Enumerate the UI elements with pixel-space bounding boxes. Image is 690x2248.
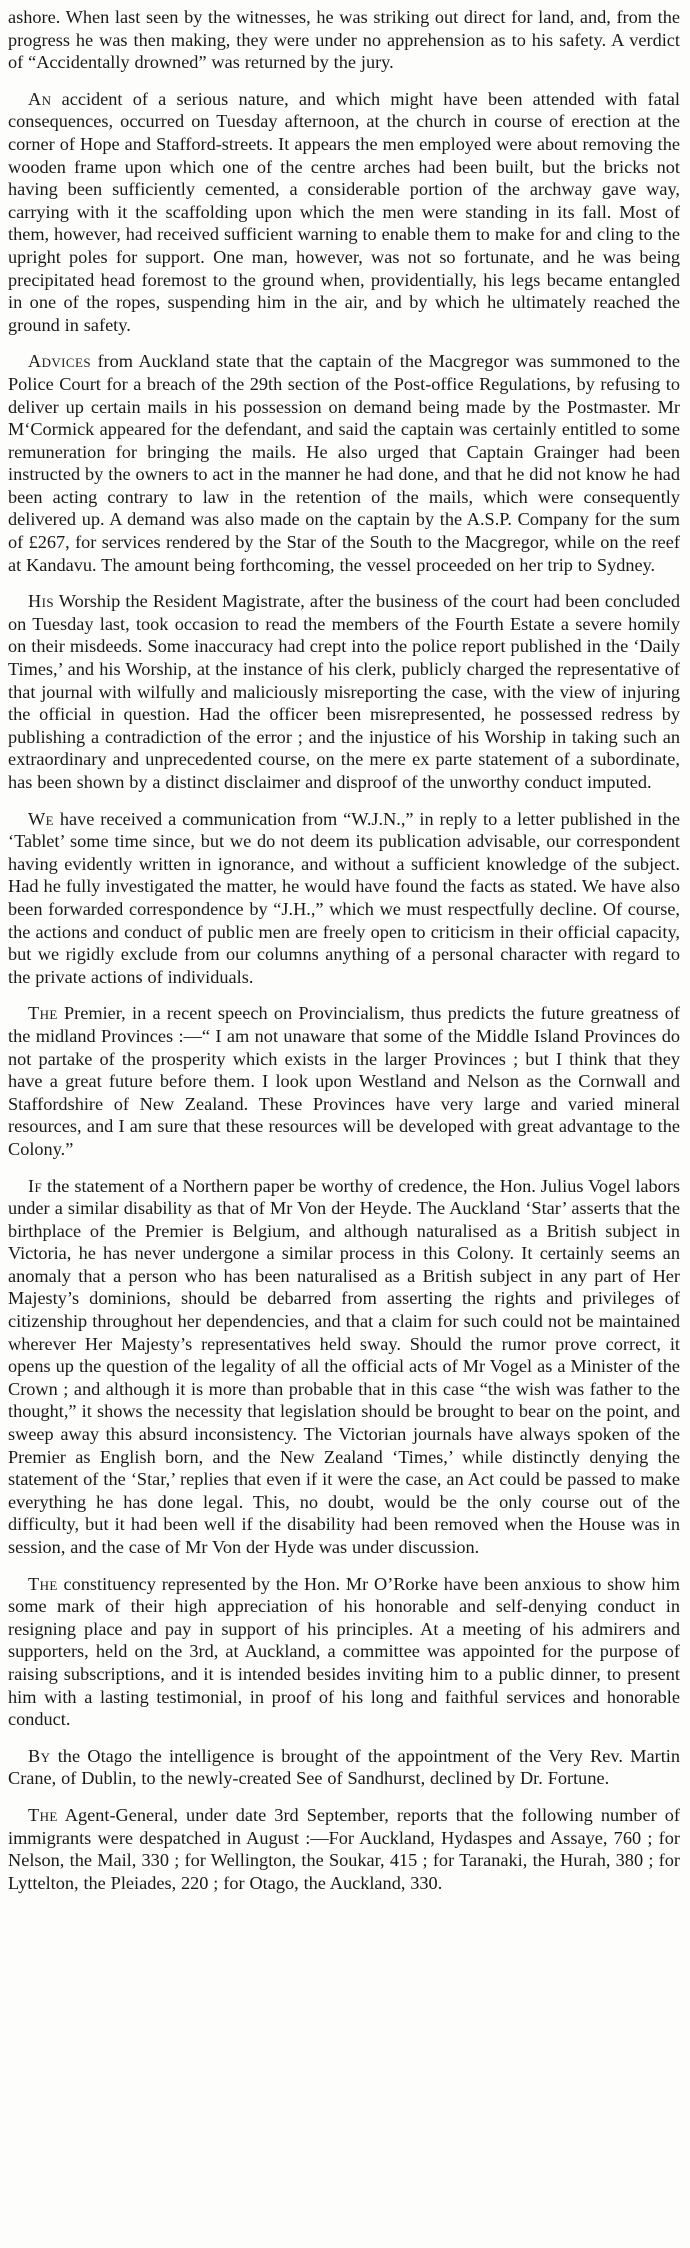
paragraph-premier-provincialism <box>8 1002 680 1160</box>
paragraph-lead: If <box>28 1175 43 1196</box>
paragraph-lead: We <box>28 808 54 829</box>
paragraph-resident-magistrate <box>8 590 680 793</box>
paragraph-vogel-naturalisation <box>8 1175 680 1559</box>
paragraph-lead: Advices <box>28 351 91 372</box>
paragraph-lead: His <box>28 591 54 612</box>
news-column <box>8 6 680 1894</box>
paragraph-lead: The <box>28 1804 58 1825</box>
paragraph-correspondence <box>8 808 680 989</box>
paragraph-church-accident <box>8 88 680 337</box>
paragraph-text: ashore. When last seen by the witnesses, he was striking out direct for land, and, from the progress he was then making, they were under no apprehension as to his safety. A verdict of “Accidentally drowned” was returned by the jury. <box>8 7 680 73</box>
paragraph-lead: An <box>28 88 52 109</box>
paragraph-lead: The <box>28 1003 58 1024</box>
paragraph-lead: By <box>28 1745 51 1766</box>
paragraph-immigrants-report <box>8 1804 680 1894</box>
paragraph-text: the statement of a Northern paper be worthy of credence, the Hon. Julius Vogel labors under a similar disability as that of Mr Von der Heyde. The Auckland ‘Star’ asserts that the birthplace of the Premier is Belgium, and although naturalised as a British subject in Victoria, he has never undergone a similar process in this Colony. It certainly seems an anomaly that a person who has been naturalised as a British subject in any part of Her Majesty’s dominions, should be debarred from asserting the rights and privileges of citizenship throughout her dependencies, and that a claim for such could not be maintained wherever Her Majesty’s representatives held sway. Should the rumor prove correct, it opens up the question of the legality of all the official acts of Mr Vogel as a Minister of the Crown ; and although it is more than probable that in this case “the wish was father to the thought,” it shows the necessity that legislation should be brought to bear on the point, and sweep away this absurd inconsistency. The Victorian journals have always spoken of the Premier as English born, and the New Zealand ‘Times,’ while distinctly denying the statement of the ‘Star,’ replies that even if it were the case, an Act could be passed to make everything he has done legal. This, no doubt, would be the only course out of the difficulty, but it had been well if the disability had been removed when the House was in session, and the case of Mr Von der Hyde was under discussion. <box>8 1175 680 1557</box>
paragraph-ororke-testimonial <box>8 1573 680 1731</box>
paragraph-drowning-verdict <box>8 6 680 74</box>
paragraph-text: from Auckland state that the captain of the Macgregor was summoned to the Police Court for a breach of the 29th section of the Post-office Regulations, by refusing to deliver up certain mails in his possession on demand being made by the Postmaster. Mr M‘Cormick appeared for the defendant, and said the captain was certainly entitled to some remuneration for bringing the mails. He also urged that Captain Grainger had been instructed by the owners to act in the manner he had done, and that he did not know he had been acting contrary to law in the retention of the mails, which were consequently delivered up. A demand was also made on the captain by the A.S.P. Company for the sum of £267, for services rendered by the Star of the South to the Macgregor, while on the reef at Kandavu. The amount being forthcoming, the vessel proceeded on her trip to Sydney. <box>8 351 680 575</box>
paragraph-text: Worship the Resident Magistrate, after the business of the court had been concluded on Tuesday last, took occasion to read the members of the Fourth Estate a severe homily on their misdeeds. Some inaccuracy had crept into the police report published in the ‘Daily Times,’ and his Worship, at the instance of his clerk, publicly charged the representative of that journal with wilfully and maliciously misreporting the case, with the view of injuring the official in question. Had the officer been misrepresented, he possessed redress by publishing a contradiction of the error ; and the injustice of his Worship in taking such an extraordinary and unprecedented course, on the mere ex parte statement of a subordinate, has been shown by a distinct disclaimer and disproof of the unworthy conduct imputed. <box>8 591 680 792</box>
paragraph-text: Premier, in a recent speech on Provincialism, thus predicts the future greatness of the midland Provinces :—“ I am not unaware that some of the Middle Island Provinces do not partake of the prosperity which exists in the larger Provinces ; but I think that they have a great future before them. I look upon Westland and Nelson as the Cornwall and Staffordshire of New Zealand. These Provinces have very large and varied mineral resources, and I am sure that these resources will be developed with great advantage to the Colony.” <box>8 1003 680 1159</box>
paragraph-text: Agent-General, under date 3rd September, reports that the following number of immigrants were despatched in August :—For Auckland, Hydaspes and Assaye, 760 ; for Nelson, the Mail, 330 ; for Wellington, the Soukar, 415 ; for Taranaki, the Hurah, 380 ; for Lyttelton, the Pleiades, 220 ; for Otago, the Auckland, 330. <box>8 1804 680 1893</box>
paragraph-text: have received a communication from “W.J.N.,” in reply to a letter published in the ‘Tablet’ some time since, but we do not deem its publication advisable, our correspondent having evidently written in ignorance, and without a sufficient knowledge of the subject. Had he fully investigated the matter, he would have found the facts as stated. We have also been forwarded correspondence by “J.H.,” which we must respectfully decline. Of course, the actions and conduct of public men are freely open to criticism in their official capacity, but we rigidly exclude from our columns anything of a personal character with regard to the private actions of individuals. <box>8 808 680 987</box>
paragraph-macgregor-captain <box>8 350 680 576</box>
paragraph-sandhurst-see <box>8 1745 680 1790</box>
paragraph-lead: The <box>28 1573 58 1594</box>
paragraph-text: constituency represented by the Hon. Mr O’Rorke have been anxious to show him some mark of their high appreciation of his honorable and self-denying conduct in resigning place and pay in support of his principles. At a meeting of his admirers and supporters, held on the 3rd, at Auckland, a committee was appointed for the purpose of raising subscriptions, and it is intended besides inviting him to a public dinner, to present him with a lasting testimonial, in proof of his long and faithful services and honorable conduct. <box>8 1573 680 1730</box>
paragraph-text: accident of a serious nature, and which might have been attended with fatal consequences, occurred on Tuesday afternoon, at the church in course of erection at the corner of Hope and Stafford-streets. It appears the men employed were about removing the wooden frame upon which one of the centre arches had been built, but the bricks not having been sufficiently cemented, a considerable portion of the archway gave way, carrying with it the scaffolding upon which the men were standing in its fall. Most of them, however, had received sufficient warning to enable them to make for and cling to the upright poles for support. One man, however, was not so fortunate, and he was being precipitated head foremost to the ground when, providentially, his legs became entangled in one of the ropes, suspending him in the air, and by which he ultimately reached the ground in safety. <box>8 88 680 335</box>
paragraph-text: the Otago the intelligence is brought of the appointment of the Very Rev. Martin Crane, of Dublin, to the newly-created See of Sandhurst, declined by Dr. Fortune. <box>8 1745 680 1789</box>
